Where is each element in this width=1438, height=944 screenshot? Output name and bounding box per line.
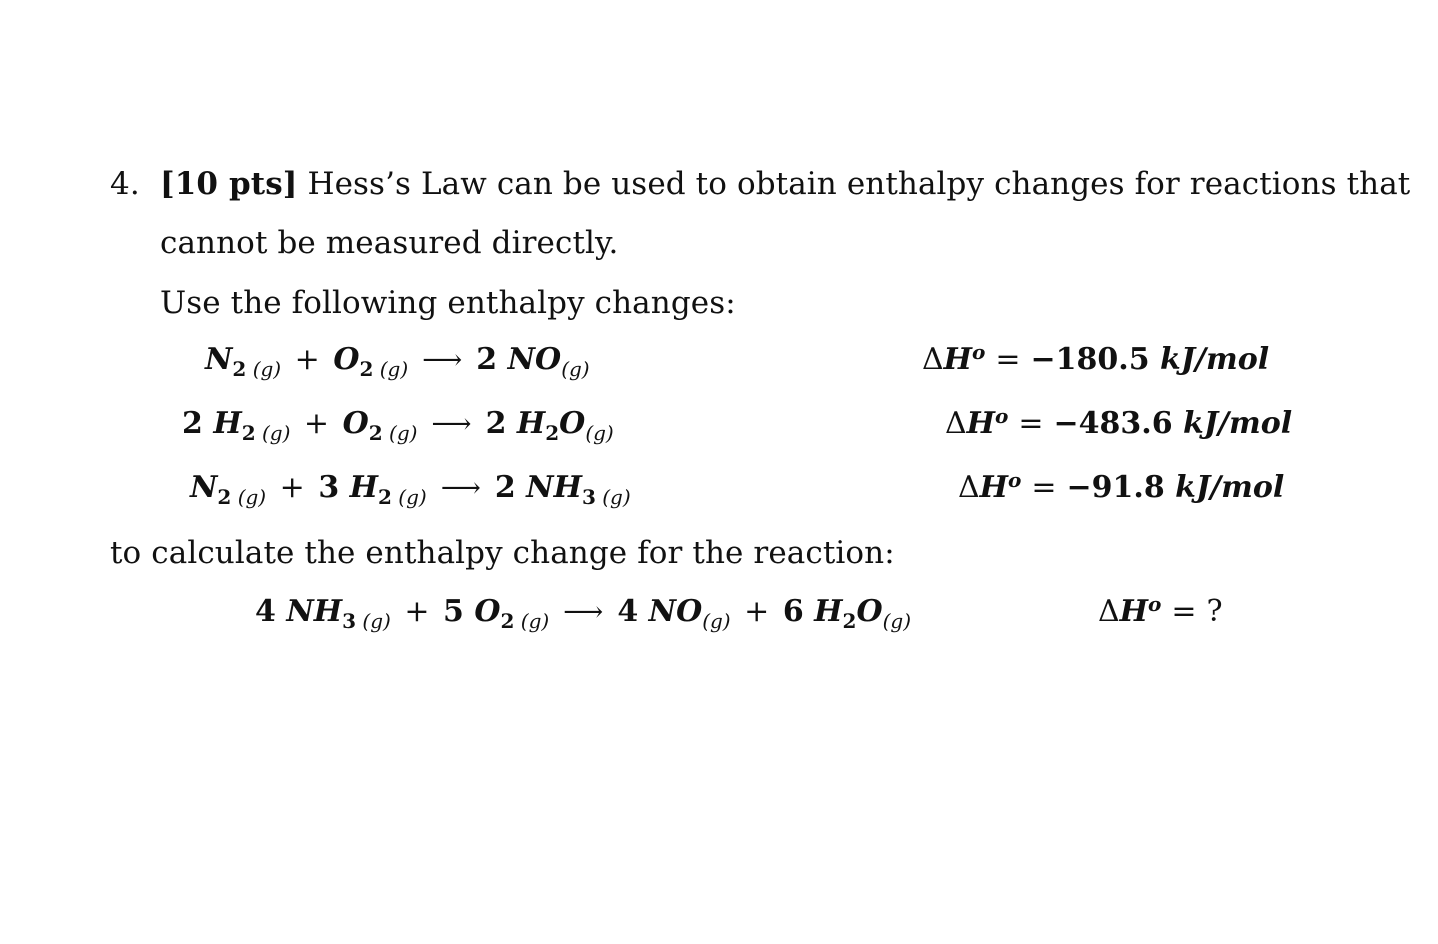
question-intro-line bbox=[160, 166, 1410, 202]
reaction-1-delta-h-value: −180.5 bbox=[1030, 342, 1150, 377]
question-points: [10 pts] bbox=[160, 166, 298, 202]
reaction-3-delta-h: $\Delta H^o = -91.8$ kJ/mol bbox=[958, 468, 1285, 505]
target-reaction-equation: 4 $NH_3$ $_{(g)}$ + 5 $O_2$ $_{(g)}$ ⟶ 4 $NO_{(g)} + 6$ $H_2O_{(g)}$ bbox=[255, 594, 912, 633]
reaction-3-delta-h-value: −91.8 bbox=[1066, 470, 1165, 505]
target-delta-h: $\Delta H^o$ = ? bbox=[1098, 592, 1223, 629]
target-delta-h-value: ? bbox=[1206, 594, 1223, 629]
reaction-3-equation: $N_2$ $_{(g)}$ + 3 $H_2$ $_{(g)}$ ⟶ 2 $NH_3$ $_{(g)}$ bbox=[190, 470, 631, 509]
reaction-2-equation: 2 $H_2$ $_{(g)} + O_2$ $_{(g)}$ ⟶ 2 $H_2O_{(g)}$ bbox=[182, 406, 614, 445]
question-number: 4. bbox=[110, 166, 140, 202]
reaction-1-delta-h-unit: kJ/mol bbox=[1160, 342, 1270, 377]
reaction-1-delta-h: $\Delta H^o = -180.5$ kJ/mol bbox=[922, 340, 1270, 377]
reaction-2-delta-h-unit: kJ/mol bbox=[1183, 406, 1293, 441]
question-intro-continued: cannot be measured directly. bbox=[160, 225, 619, 261]
question-intro: Hess’s Law can be used to obtain enthalpy changes for reactions that bbox=[297, 166, 1411, 202]
reaction-2-delta-h: $\Delta H^o = -483.6$ kJ/mol bbox=[945, 404, 1293, 441]
reaction-1-equation: $N_2$ $_{(g)} + O_2$ $_{(g)}$ ⟶ 2 $NO_{(g)}$ bbox=[205, 342, 590, 381]
to-calculate-text: to calculate the enthalpy change for the reaction: bbox=[110, 535, 895, 571]
reaction-3-delta-h-unit: kJ/mol bbox=[1175, 470, 1285, 505]
use-following-text: Use the following enthalpy changes: bbox=[160, 285, 736, 321]
reaction-2-delta-h-value: −483.6 bbox=[1053, 406, 1173, 441]
